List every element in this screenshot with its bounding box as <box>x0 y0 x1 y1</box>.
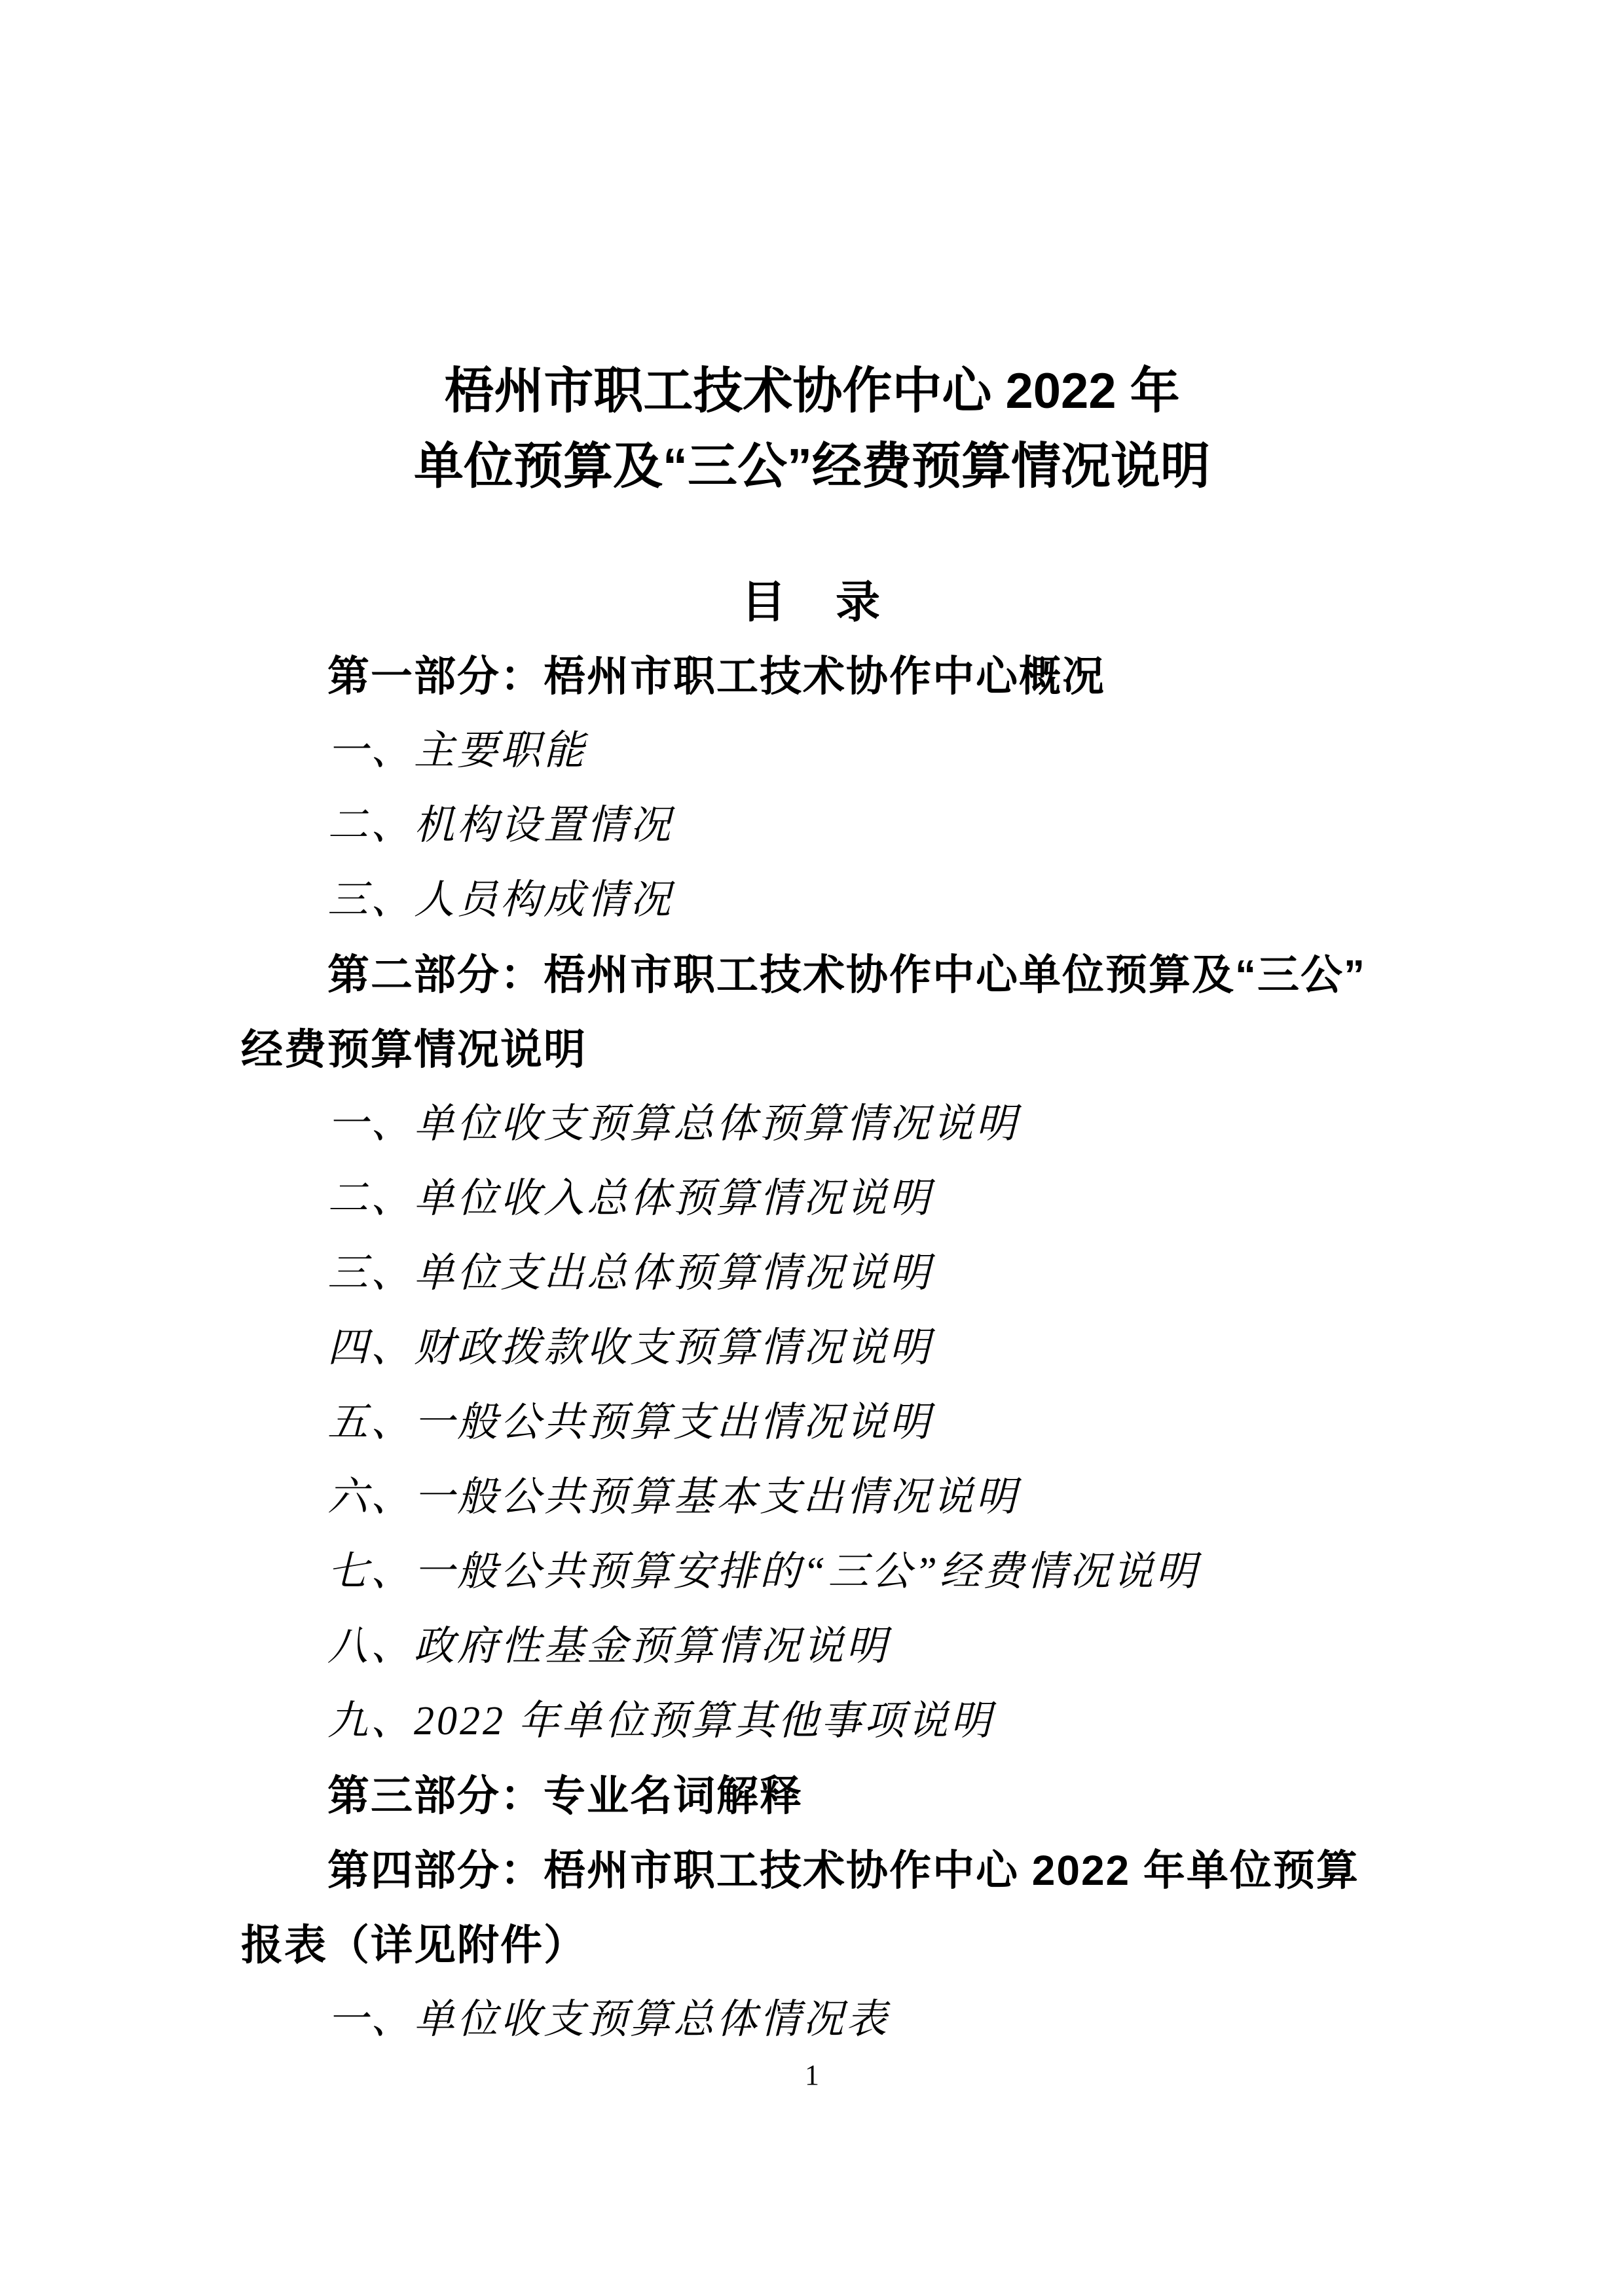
toc-part2-item1: 一、单位收支预算总体预算情况说明 <box>327 1102 1020 1146</box>
toc-part2-heading: 第二部分：梧州市职工技术协作中心单位预算及“三公” <box>327 951 1366 998</box>
toc-part2-item3: 三、单位支出总体预算情况说明 <box>327 1251 933 1296</box>
toc-list <box>241 639 1383 2057</box>
toc-part3-heading: 第三部分：专业名词解释 <box>327 1772 803 1819</box>
document-title-line-2: 单位预算及“三公”经费预算情况说明 <box>414 439 1210 494</box>
document-title <box>241 354 1383 504</box>
toc-part1-item1: 一、主要职能 <box>327 729 587 773</box>
document-title-line-1: 梧州市职工技术协作中心 2022 年 <box>444 363 1180 419</box>
toc-part2-item4: 四、财政拨款收支预算情况说明 <box>327 1326 933 1370</box>
toc-part1-item2: 二、机构设置情况 <box>327 803 674 848</box>
toc-part4-item1: 一、单位收支预算总体情况表 <box>327 1997 890 2042</box>
toc-heading: 目 录 <box>741 577 883 627</box>
page-number: 1 <box>805 2059 819 2091</box>
toc-part2-item9: 九、2022 年单位预算其他事项说明 <box>327 1699 994 1743</box>
toc-part2-item6: 六、一般公共预算基本支出情况说明 <box>327 1475 1020 1520</box>
toc-part2-item8: 八、政府性基金预算情况说明 <box>327 1624 890 1669</box>
toc-part2-heading-cont: 经费预算情况说明 <box>241 1026 587 1073</box>
toc-part4-heading: 第四部分：梧州市职工技术协作中心 2022 年单位预算 <box>327 1847 1359 1894</box>
toc-part2-item5: 五、一般公共预算支出情况说明 <box>327 1400 933 1445</box>
toc-part2-item2: 二、单位收入总体预算情况说明 <box>327 1176 933 1221</box>
toc-part1-heading: 第一部分：梧州市职工技术协作中心概况 <box>327 653 1105 700</box>
toc-part1-item3: 三、人员构成情况 <box>327 878 674 922</box>
toc-part4-heading-cont: 报表（详见附件） <box>241 1922 587 1969</box>
toc-part2-item7: 七、一般公共预算安排的“三公”经费情况说明 <box>327 1550 1199 1594</box>
